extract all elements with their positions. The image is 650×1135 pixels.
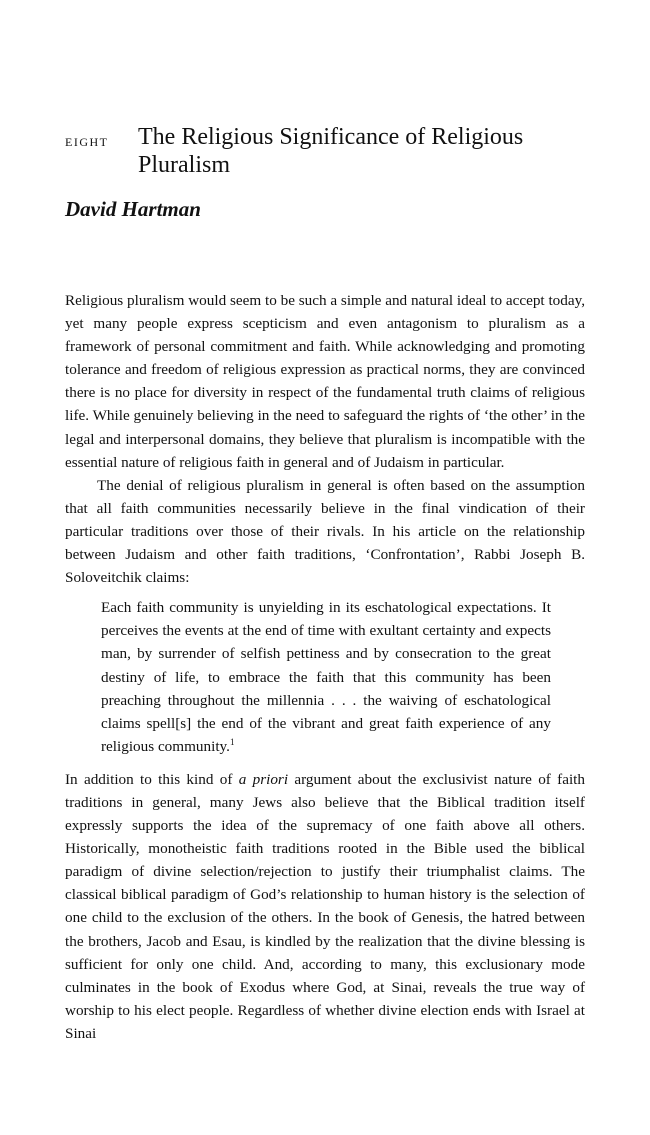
paragraph-1: Religious pluralism would seem to be such a simple and natural ideal to accept today, yet many people express scepticism and even antagonism to pluralism as a framework of personal commitment and faith. While acknowledging and promoting tolerance and freedom of religious expression as practical norms, they are convinced there is no place for diversity in respect of the fundamental truth claims of religious life. While genuinely believing in the need to safeguard the rights of ‘the other’ in the legal and interpersonal domains, they believe that pluralism is incompatible with the essential nature of religious faith in general and of Judaism in particular. bbox=[65, 292, 585, 471]
block-quote bbox=[65, 596, 585, 758]
chapter-number-label: EIGHT bbox=[65, 135, 109, 149]
quote-text: Each faith community is unyielding in its eschatological expectations. It perceives the events at the end of time with exultant certainty and expects man, by surrender of selfish pettiness and by consecration to the great destiny of life, to embrace the faith that this community has been preaching throughout the millennia . . . the waiving of eschatological claims spell[s] the end of the vibrant and great faith experience of any religious community. bbox=[101, 599, 551, 755]
block-quote-text bbox=[101, 596, 551, 758]
footnote-marker: 1 bbox=[229, 736, 235, 747]
author-name: David Hartman bbox=[65, 197, 201, 221]
chapter-title: The Religious Significance of Religious Pluralism bbox=[138, 124, 524, 178]
paragraph-3-rest: argument about the exclusivist nature of faith traditions in general, many Jews also believe that the Biblical tradition itself expressly supports the idea of the supremacy of one faith above all others. Historically, monotheistic faith traditions rooted in the Bible used the biblical paradigm of divine selection/rejection to justify their triumphalist claims. The classical biblical paradigm of God’s relationship to human history is the selection of one child to the exclusion of the others. In the book of Genesis, the hatred between the brothers, Jacob and Esau, is kindled by the realization that the divine blessing is sufficient for only one child. And, according to many, this exclusionary mode culminates in the book of Exodus where God, at Sinai, reveals the true way of worship to his elect people. Regardless of whether divine election ends with Israel at Sinai bbox=[65, 770, 585, 1042]
latin-phrase: a priori bbox=[238, 770, 289, 788]
paragraph-3 bbox=[65, 768, 585, 1045]
paragraph-2: The denial of religious pluralism in general is often based on the assumption that all faith communities necessarily believe in the final vindication of their particular traditions over those of their rivals. In his article on the relationship between Judaism and other faith traditions, ‘Confrontation’, Rabbi Joseph B. Soloveitchik claims: bbox=[65, 476, 585, 587]
chapter-body bbox=[65, 289, 585, 1045]
paragraph-3-start: In addition to this kind of bbox=[65, 770, 239, 788]
